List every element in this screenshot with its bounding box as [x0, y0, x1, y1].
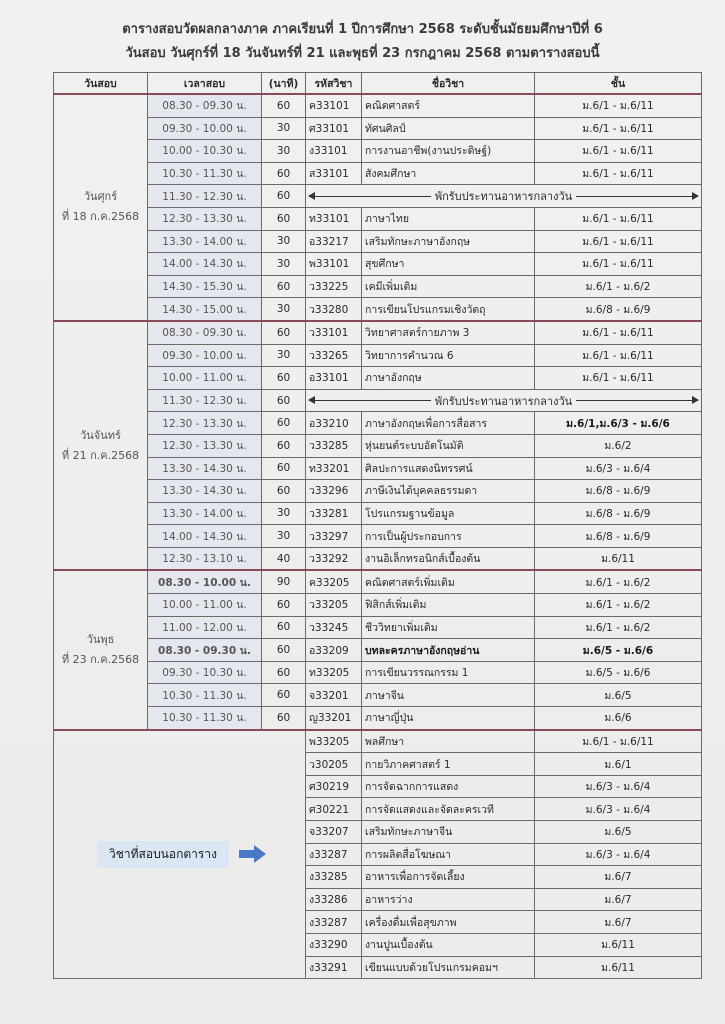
subject-code-cell: ว30205	[306, 753, 362, 776]
minutes-cell: 30	[262, 117, 306, 140]
subject-name-cell: เขียนแบบด้วยโปรแกรมคอมฯ	[362, 956, 535, 979]
level-cell: ม.6/3 - ม.6/4	[535, 457, 702, 480]
minutes-cell: 30	[262, 525, 306, 548]
table-row	[54, 207, 702, 230]
header-level: ชั้น	[535, 73, 702, 95]
subject-code-cell: อ33217	[306, 230, 362, 253]
exam-time-cell: 09.30 - 10.00 น.	[148, 117, 262, 140]
subject-code-cell: ว33101	[306, 321, 362, 344]
table-row	[54, 94, 702, 117]
level-cell: ม.6/1 - ม.6/11	[535, 94, 702, 117]
table-row	[54, 480, 702, 503]
header-subject-code: รหัสวิชา	[306, 73, 362, 95]
minutes-cell: 60	[262, 639, 306, 662]
exam-time-cell: 13.30 - 14.00 น.	[148, 502, 262, 525]
subject-code-cell: ง33287	[306, 843, 362, 866]
exam-day-label: วันพุธ ที่ 23 ก.ค.2568	[61, 633, 140, 667]
table-row	[54, 730, 702, 753]
exam-time-cell: 10.00 - 11.00 น.	[148, 594, 262, 617]
subject-code-cell: ท33101	[306, 207, 362, 230]
subject-name-cell: ภาษาญี่ปุ่น	[362, 707, 535, 730]
level-cell: ม.6/3 - ม.6/4	[535, 775, 702, 798]
table-row	[54, 253, 702, 276]
subject-name-cell: ฟิสิกส์เพิ่มเติม	[362, 594, 535, 617]
exam-time-cell: 08.30 - 10.00 น.	[148, 570, 262, 593]
subject-name-cell: บทละครภาษาอังกฤษอ่าน	[362, 639, 535, 662]
minutes-cell: 60	[262, 321, 306, 344]
level-cell: ม.6/11	[535, 547, 702, 570]
subject-code-cell: ค33101	[306, 94, 362, 117]
minutes-cell: 60	[262, 94, 306, 117]
exam-time-cell: 13.30 - 14.00 น.	[148, 230, 262, 253]
table-row	[54, 457, 702, 480]
subject-name-cell: สุขศึกษา	[362, 253, 535, 276]
exam-time-cell: 12.30 - 13.10 น.	[148, 547, 262, 570]
lunch-break-label: พักรับประทานอาหารกลางวัน	[434, 394, 573, 408]
minutes-cell: 60	[262, 684, 306, 707]
level-cell: ม.6/7	[535, 888, 702, 911]
subject-code-cell: ว33205	[306, 594, 362, 617]
subject-name-cell: งานอิเล็กทรอนิกส์เบื้องต้น	[362, 547, 535, 570]
level-cell: ม.6/5 - ม.6/6	[535, 639, 702, 662]
subject-code-cell: ว33296	[306, 480, 362, 503]
subject-code-cell: จ33201	[306, 684, 362, 707]
subject-code-cell: ง33285	[306, 866, 362, 889]
subject-code-cell: ง33290	[306, 933, 362, 956]
subject-code-cell: ว33285	[306, 434, 362, 457]
minutes-cell: 60	[262, 480, 306, 503]
level-cell: ม.6/1 - ม.6/2	[535, 570, 702, 593]
subject-name-cell: สังคมศึกษา	[362, 162, 535, 185]
level-cell: ม.6/1 - ม.6/11	[535, 140, 702, 163]
header-exam-day: วันสอบ	[54, 73, 148, 95]
level-cell: ม.6/5 - ม.6/6	[535, 661, 702, 684]
level-cell: ม.6/7	[535, 866, 702, 889]
subject-name-cell: ภาษาอังกฤษเพื่อการสื่อสาร	[362, 412, 535, 435]
table-body	[54, 94, 702, 979]
level-cell: ม.6/1	[535, 753, 702, 776]
level-cell: ม.6/1 - ม.6/11	[535, 253, 702, 276]
subject-name-cell: การจัดแสดงและจัดละครเวที	[362, 798, 535, 821]
level-cell: ม.6/1,ม.6/3 - ม.6/6	[535, 412, 702, 435]
header-minutes: (นาที)	[262, 73, 306, 95]
minutes-cell: 30	[262, 140, 306, 163]
subject-name-cell: เครื่องดื่มเพื่อสุขภาพ	[362, 911, 535, 934]
exam-schedule-table	[53, 72, 702, 979]
table-row	[54, 547, 702, 570]
right-arrow-icon	[239, 845, 267, 863]
minutes-cell: 60	[262, 457, 306, 480]
subject-name-cell: ชีววิทยาเพิ่มเติม	[362, 616, 535, 639]
minutes-cell: 60	[262, 185, 306, 208]
level-cell: ม.6/1 - ม.6/2	[535, 275, 702, 298]
level-cell: ม.6/8 - ม.6/9	[535, 480, 702, 503]
exam-day-label: วันจันทร์ ที่ 21 ก.ค.2568	[61, 428, 140, 462]
subject-name-cell: วิทยาศาสตร์กายภาพ 3	[362, 321, 535, 344]
table-header-row	[54, 73, 702, 95]
level-cell: ม.6/8 - ม.6/9	[535, 298, 702, 321]
level-cell: ม.6/5	[535, 821, 702, 844]
minutes-cell: 60	[262, 434, 306, 457]
exam-time-cell: 14.00 - 14.30 น.	[148, 253, 262, 276]
table-row	[54, 684, 702, 707]
level-cell: ม.6/1 - ม.6/2	[535, 594, 702, 617]
minutes-cell: 90	[262, 570, 306, 593]
subject-name-cell: หุ่นยนต์ระบบอัตโนมัติ	[362, 434, 535, 457]
subject-name-cell: การเขียนวรรณกรรม 1	[362, 661, 535, 684]
table-row	[54, 298, 702, 321]
subject-name-cell: การผลิตสื่อโฆษณา	[362, 843, 535, 866]
subject-code-cell: ท33201	[306, 457, 362, 480]
subject-name-cell: เสริมทักษะภาษาจีน	[362, 821, 535, 844]
subject-name-cell: ทัศนศิลป์	[362, 117, 535, 140]
subject-name-cell: ภาษาไทย	[362, 207, 535, 230]
subject-name-cell: การจัดฉากการแสดง	[362, 775, 535, 798]
subject-code-cell: ว33225	[306, 275, 362, 298]
table-row	[54, 321, 702, 344]
exam-time-cell: 12.30 - 13.30 น.	[148, 434, 262, 457]
subject-name-cell: อาหารว่าง	[362, 888, 535, 911]
level-cell: ม.6/11	[535, 956, 702, 979]
subject-code-cell: ง33101	[306, 140, 362, 163]
table-row	[54, 367, 702, 390]
exam-day-cell	[54, 321, 148, 571]
minutes-cell: 60	[262, 275, 306, 298]
minutes-cell: 60	[262, 661, 306, 684]
table-row	[54, 140, 702, 163]
exam-time-cell: 08.30 - 09.30 น.	[148, 639, 262, 662]
table-row	[54, 412, 702, 435]
level-cell: ม.6/8 - ม.6/9	[535, 525, 702, 548]
table-row	[54, 661, 702, 684]
exam-time-cell: 09.30 - 10.30 น.	[148, 661, 262, 684]
table-row	[54, 434, 702, 457]
level-cell: ม.6/5	[535, 684, 702, 707]
subject-code-cell: ศ30221	[306, 798, 362, 821]
off-schedule-label: วิชาที่สอบนอกตาราง	[97, 841, 229, 868]
subject-name-cell: ภาษาจีน	[362, 684, 535, 707]
minutes-cell: 60	[262, 616, 306, 639]
subject-name-cell: เคมีเพิ่มเติม	[362, 275, 535, 298]
exam-time-cell: 11.30 - 12.30 น.	[148, 389, 262, 412]
minutes-cell: 60	[262, 367, 306, 390]
exam-day-cell	[54, 570, 148, 729]
table-row	[54, 525, 702, 548]
minutes-cell: 60	[262, 162, 306, 185]
subject-name-cell: เสริมทักษะภาษาอังกฤษ	[362, 230, 535, 253]
exam-time-cell: 10.30 - 11.30 น.	[148, 162, 262, 185]
minutes-cell: 60	[262, 707, 306, 730]
lunch-break-cell	[306, 389, 702, 412]
subject-name-cell: พลศึกษา	[362, 730, 535, 753]
table-row	[54, 389, 702, 412]
level-cell: ม.6/1 - ม.6/11	[535, 207, 702, 230]
table-row	[54, 502, 702, 525]
level-cell: ม.6/1 - ม.6/11	[535, 230, 702, 253]
subject-code-cell: ง33286	[306, 888, 362, 911]
subject-name-cell: การเขียนโปรแกรมเชิงวัตถุ	[362, 298, 535, 321]
level-cell: ม.6/3 - ม.6/4	[535, 798, 702, 821]
subject-code-cell: อ33210	[306, 412, 362, 435]
minutes-cell: 30	[262, 298, 306, 321]
minutes-cell: 60	[262, 207, 306, 230]
subject-code-cell: ว33297	[306, 525, 362, 548]
right-arrow-icon	[576, 400, 698, 401]
subject-name-cell: คณิตศาสตร์	[362, 94, 535, 117]
exam-time-cell: 14.00 - 14.30 น.	[148, 525, 262, 548]
document-subtitle: วันสอบ วันศุกร์ที่ 18 วันจันทร์ที่ 21 และพุธที่ 23 กรกฎาคม 2568 ตามตารางสอบนี้	[125, 46, 600, 61]
table-row	[54, 616, 702, 639]
exam-time-cell: 13.30 - 14.30 น.	[148, 457, 262, 480]
exam-time-cell: 13.30 - 14.30 น.	[148, 480, 262, 503]
exam-day-label: วันศุกร์ ที่ 18 ก.ค.2568	[61, 190, 140, 224]
subject-code-cell: ว33265	[306, 344, 362, 367]
minutes-cell: 60	[262, 594, 306, 617]
subject-name-cell: ภาษีเงินได้บุคคลธรรมดา	[362, 480, 535, 503]
table-row	[54, 570, 702, 593]
exam-time-cell: 10.30 - 11.30 น.	[148, 684, 262, 707]
level-cell: ม.6/1 - ม.6/11	[535, 367, 702, 390]
level-cell: ม.6/7	[535, 911, 702, 934]
subject-code-cell: ส33101	[306, 162, 362, 185]
subject-code-cell: จ33207	[306, 821, 362, 844]
subject-code-cell: ว33245	[306, 616, 362, 639]
subject-name-cell: งานปูนเบื้องต้น	[362, 933, 535, 956]
subject-code-cell: ง33287	[306, 911, 362, 934]
level-cell: ม.6/1 - ม.6/2	[535, 616, 702, 639]
level-cell: ม.6/1 - ม.6/11	[535, 730, 702, 753]
subject-code-cell: ว33280	[306, 298, 362, 321]
table-row	[54, 639, 702, 662]
subject-code-cell: ญ33201	[306, 707, 362, 730]
subject-name-cell: การงานอาชีพ(งานประดิษฐ์)	[362, 140, 535, 163]
left-arrow-icon	[309, 400, 431, 401]
subject-code-cell: ว33292	[306, 547, 362, 570]
level-cell: ม.6/3 - ม.6/4	[535, 843, 702, 866]
level-cell: ม.6/2	[535, 434, 702, 457]
subject-name-cell: อาหารเพื่อการจัดเลี้ยง	[362, 866, 535, 889]
minutes-cell: 60	[262, 389, 306, 412]
exam-time-cell: 12.30 - 13.30 น.	[148, 207, 262, 230]
level-cell: ม.6/11	[535, 933, 702, 956]
lunch-break-cell	[306, 185, 702, 208]
subject-name-cell: กายวิภาคศาสตร์ 1	[362, 753, 535, 776]
table-row	[54, 230, 702, 253]
subject-code-cell: ศ30219	[306, 775, 362, 798]
table-row	[54, 707, 702, 730]
minutes-cell: 30	[262, 344, 306, 367]
level-cell: ม.6/1 - ม.6/11	[535, 321, 702, 344]
minutes-cell: 30	[262, 230, 306, 253]
table-row	[54, 594, 702, 617]
subject-name-cell: การเป็นผู้ประกอบการ	[362, 525, 535, 548]
header-subject-name: ชื่อวิชา	[362, 73, 535, 95]
level-cell: ม.6/1 - ม.6/11	[535, 117, 702, 140]
left-arrow-icon	[309, 196, 431, 197]
level-cell: ม.6/6	[535, 707, 702, 730]
minutes-cell: 60	[262, 412, 306, 435]
exam-time-cell: 11.00 - 12.00 น.	[148, 616, 262, 639]
table-row	[54, 162, 702, 185]
exam-time-cell: 08.30 - 09.30 น.	[148, 94, 262, 117]
level-cell: ม.6/1 - ม.6/11	[535, 344, 702, 367]
exam-time-cell: 10.00 - 10.30 น.	[148, 140, 262, 163]
document-title: ตารางสอบวัดผลกลางภาค ภาคเรียนที่ 1 ปีการศึกษา 2568 ระดับชั้นมัธยมศึกษาปีที่ 6	[122, 22, 603, 37]
subject-code-cell: พ33205	[306, 730, 362, 753]
exam-time-cell: 09.30 - 10.00 น.	[148, 344, 262, 367]
exam-time-cell: 12.30 - 13.30 น.	[148, 412, 262, 435]
subject-code-cell: อ33101	[306, 367, 362, 390]
exam-time-cell: 11.30 - 12.30 น.	[148, 185, 262, 208]
subject-name-cell: วิทยาการคำนวณ 6	[362, 344, 535, 367]
subject-code-cell: อ33209	[306, 639, 362, 662]
subject-code-cell: ค33205	[306, 570, 362, 593]
right-arrow-icon	[576, 196, 698, 197]
subject-code-cell: ศ33101	[306, 117, 362, 140]
exam-time-cell: 08.30 - 09.30 น.	[148, 321, 262, 344]
exam-time-cell: 14.30 - 15.30 น.	[148, 275, 262, 298]
subject-name-cell: ภาษาอังกฤษ	[362, 367, 535, 390]
exam-day-cell	[54, 94, 148, 321]
table-row	[54, 275, 702, 298]
subject-code-cell: ว33281	[306, 502, 362, 525]
exam-time-cell: 10.30 - 11.30 น.	[148, 707, 262, 730]
subject-code-cell: ง33291	[306, 956, 362, 979]
minutes-cell: 30	[262, 502, 306, 525]
table-row	[54, 185, 702, 208]
subject-name-cell: คณิตศาสตร์เพิ่มเติม	[362, 570, 535, 593]
table-row	[54, 117, 702, 140]
lunch-break-label: พักรับประทานอาหารกลางวัน	[434, 190, 573, 204]
subject-code-cell: ท33205	[306, 661, 362, 684]
minutes-cell: 40	[262, 547, 306, 570]
subject-name-cell: โปรแกรมฐานข้อมูล	[362, 502, 535, 525]
level-cell: ม.6/1 - ม.6/11	[535, 162, 702, 185]
subject-name-cell: ศิลปะการแสดงนิทรรศน์	[362, 457, 535, 480]
exam-time-cell: 10.00 - 11.00 น.	[148, 367, 262, 390]
level-cell: ม.6/8 - ม.6/9	[535, 502, 702, 525]
table-row	[54, 344, 702, 367]
minutes-cell: 30	[262, 253, 306, 276]
off-schedule-cell	[54, 730, 306, 979]
header-exam-time: เวลาสอบ	[148, 73, 262, 95]
exam-time-cell: 14.30 - 15.00 น.	[148, 298, 262, 321]
subject-code-cell: พ33101	[306, 253, 362, 276]
